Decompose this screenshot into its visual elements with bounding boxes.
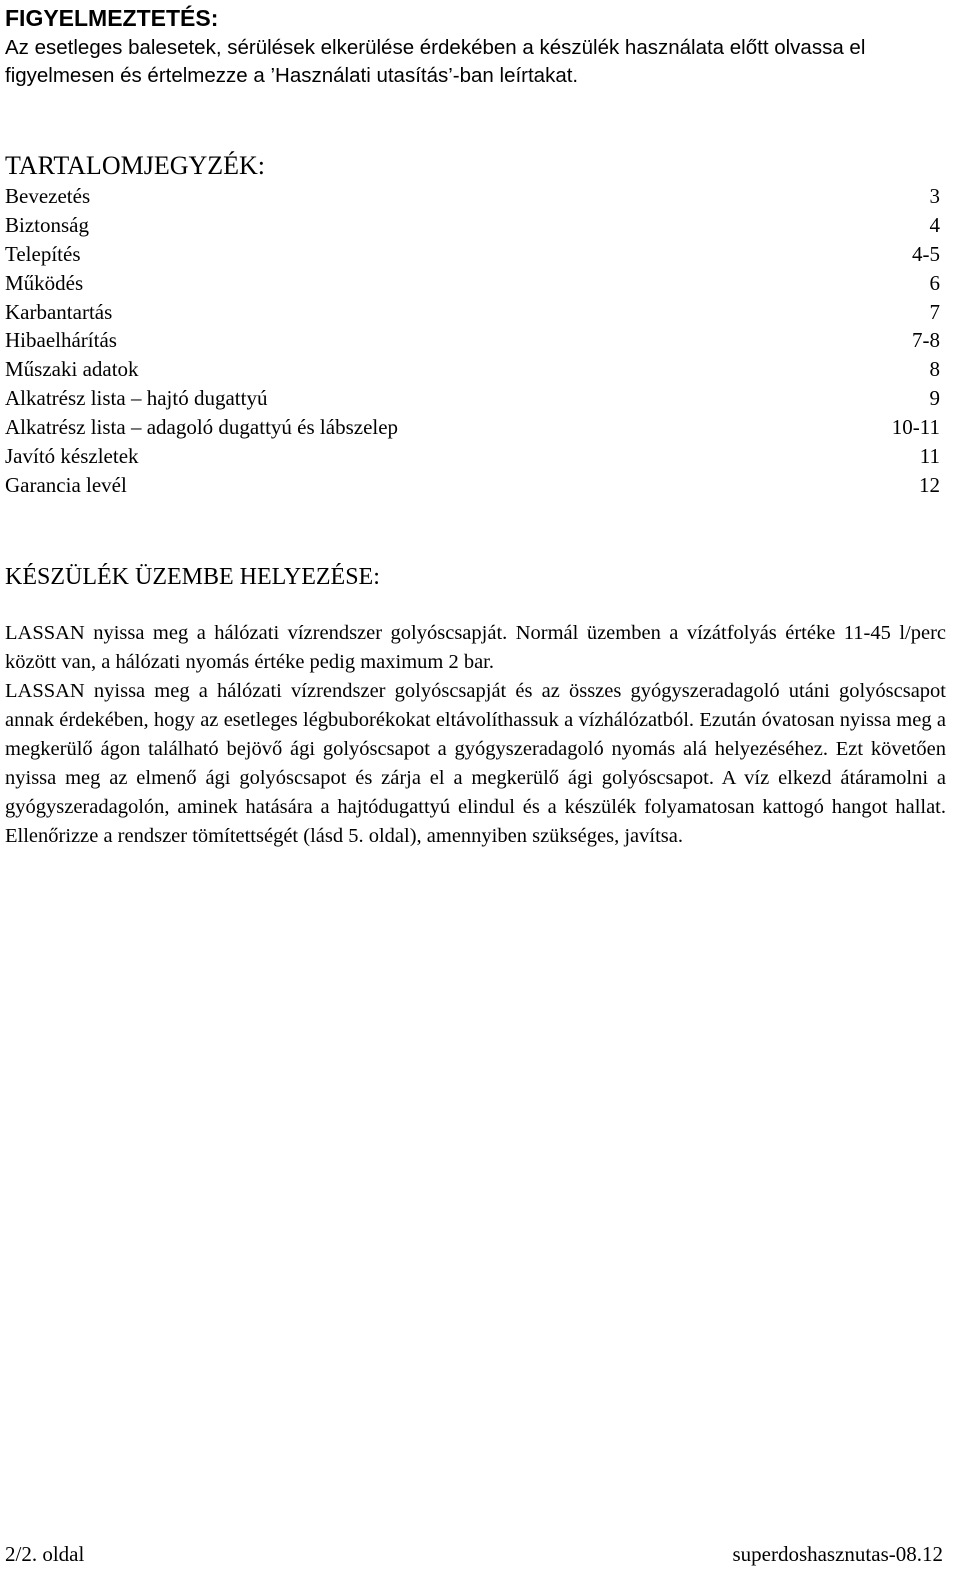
warning-text: Az esetleges balesetek, sérülések elkerülése érdekében a készülék használata előtt olvassa el figyelmesen és értelmezze a ’Használati utasítás’-ban leírtakat. [5,36,866,87]
toc-item [5,471,940,500]
toc-item [5,442,940,471]
footer-page-number: 2/2. oldal [5,1542,85,1566]
toc-item [5,326,940,355]
toc-item-label: Alkatrész lista – adagoló dugattyú és lábszelep [5,415,399,440]
toc-item-label: Telepítés [5,241,81,266]
toc-item [5,413,940,442]
toc-item-page: 7-8 [912,328,940,353]
section-title: KÉSZÜLÉK ÜZEMBE HELYEZÉSE: [5,564,380,590]
toc-item-label: Hibaelhárítás [5,328,117,353]
toc-item [5,298,940,327]
page-footer [5,1540,943,1568]
toc-item [5,240,940,269]
toc-item-label: Garancia levél [5,472,127,497]
toc-item-label: Biztonság [5,212,89,237]
toc-item-page: 8 [929,357,940,382]
toc-item [5,211,940,240]
toc-item-label: Működés [5,270,84,295]
toc-item-label: Karbantartás [5,299,113,324]
footer-document-id: superdoshasznutas-08.12 [732,1542,943,1566]
toc-item-page: 12 [919,472,940,497]
toc-item-page: 10-11 [891,415,940,440]
toc-item-page: 4 [929,212,940,237]
toc-item-label: Javító készletek [5,444,139,469]
toc-item-label: Alkatrész lista – hajtó dugattyú [5,386,268,411]
body-paragraph: LASSAN nyissa meg a hálózati vízrendszer golyóscsapját és az összes gyógyszeradagoló utáni golyóscsapot annak érdekében, hogy az esetleges légbuborékokat eltávolíthassuk a vízhálózatból. Ezután óvatosan nyissa meg a megkerülő ágon található bejövő ági golyóscsapot a gyógyszeradagoló nyomás alá helyezéséhez. Ezt követően nyissa meg az elmenő ági golyóscsapot és zárja el a megkerülő ági golyóscsapot. A víz elkezd átáramolni a gyógyszeradagolón, aminek hatására a hajtódugattyú elindul és a készülék folyamatosan kattogó hangot hallat. Ellenőrizze a rendszer tömítettségét (lásd 5. oldal), amennyiben szükséges, javítsa. [5,680,946,847]
toc-item-page: 4-5 [912,241,940,266]
section-body [5,619,946,851]
toc-item [5,269,940,298]
body-paragraph: LASSAN nyissa meg a hálózati vízrendszer golyóscsapját. Normál üzemben a vízátfolyás értéke 11-45 l/perc között van, a hálózati nyomás értéke pedig maximum 2 bar. [5,622,946,673]
toc-item-page: 7 [929,299,940,324]
toc-item [5,355,940,384]
toc-item-page: 3 [929,184,940,208]
toc-item-page: 9 [929,386,940,411]
toc-title: TARTALOMJEGYZÉK: [5,151,266,180]
toc-list [5,182,940,500]
toc-item-page: 11 [919,444,940,469]
toc-item-label: Bevezetés [5,184,91,208]
toc-item [5,384,940,413]
toc-item-page: 6 [929,270,940,295]
warning-title: FIGYELMEZTETÉS: [5,5,219,31]
toc-item [5,182,940,211]
toc-item-label: Műszaki adatok [5,357,139,382]
